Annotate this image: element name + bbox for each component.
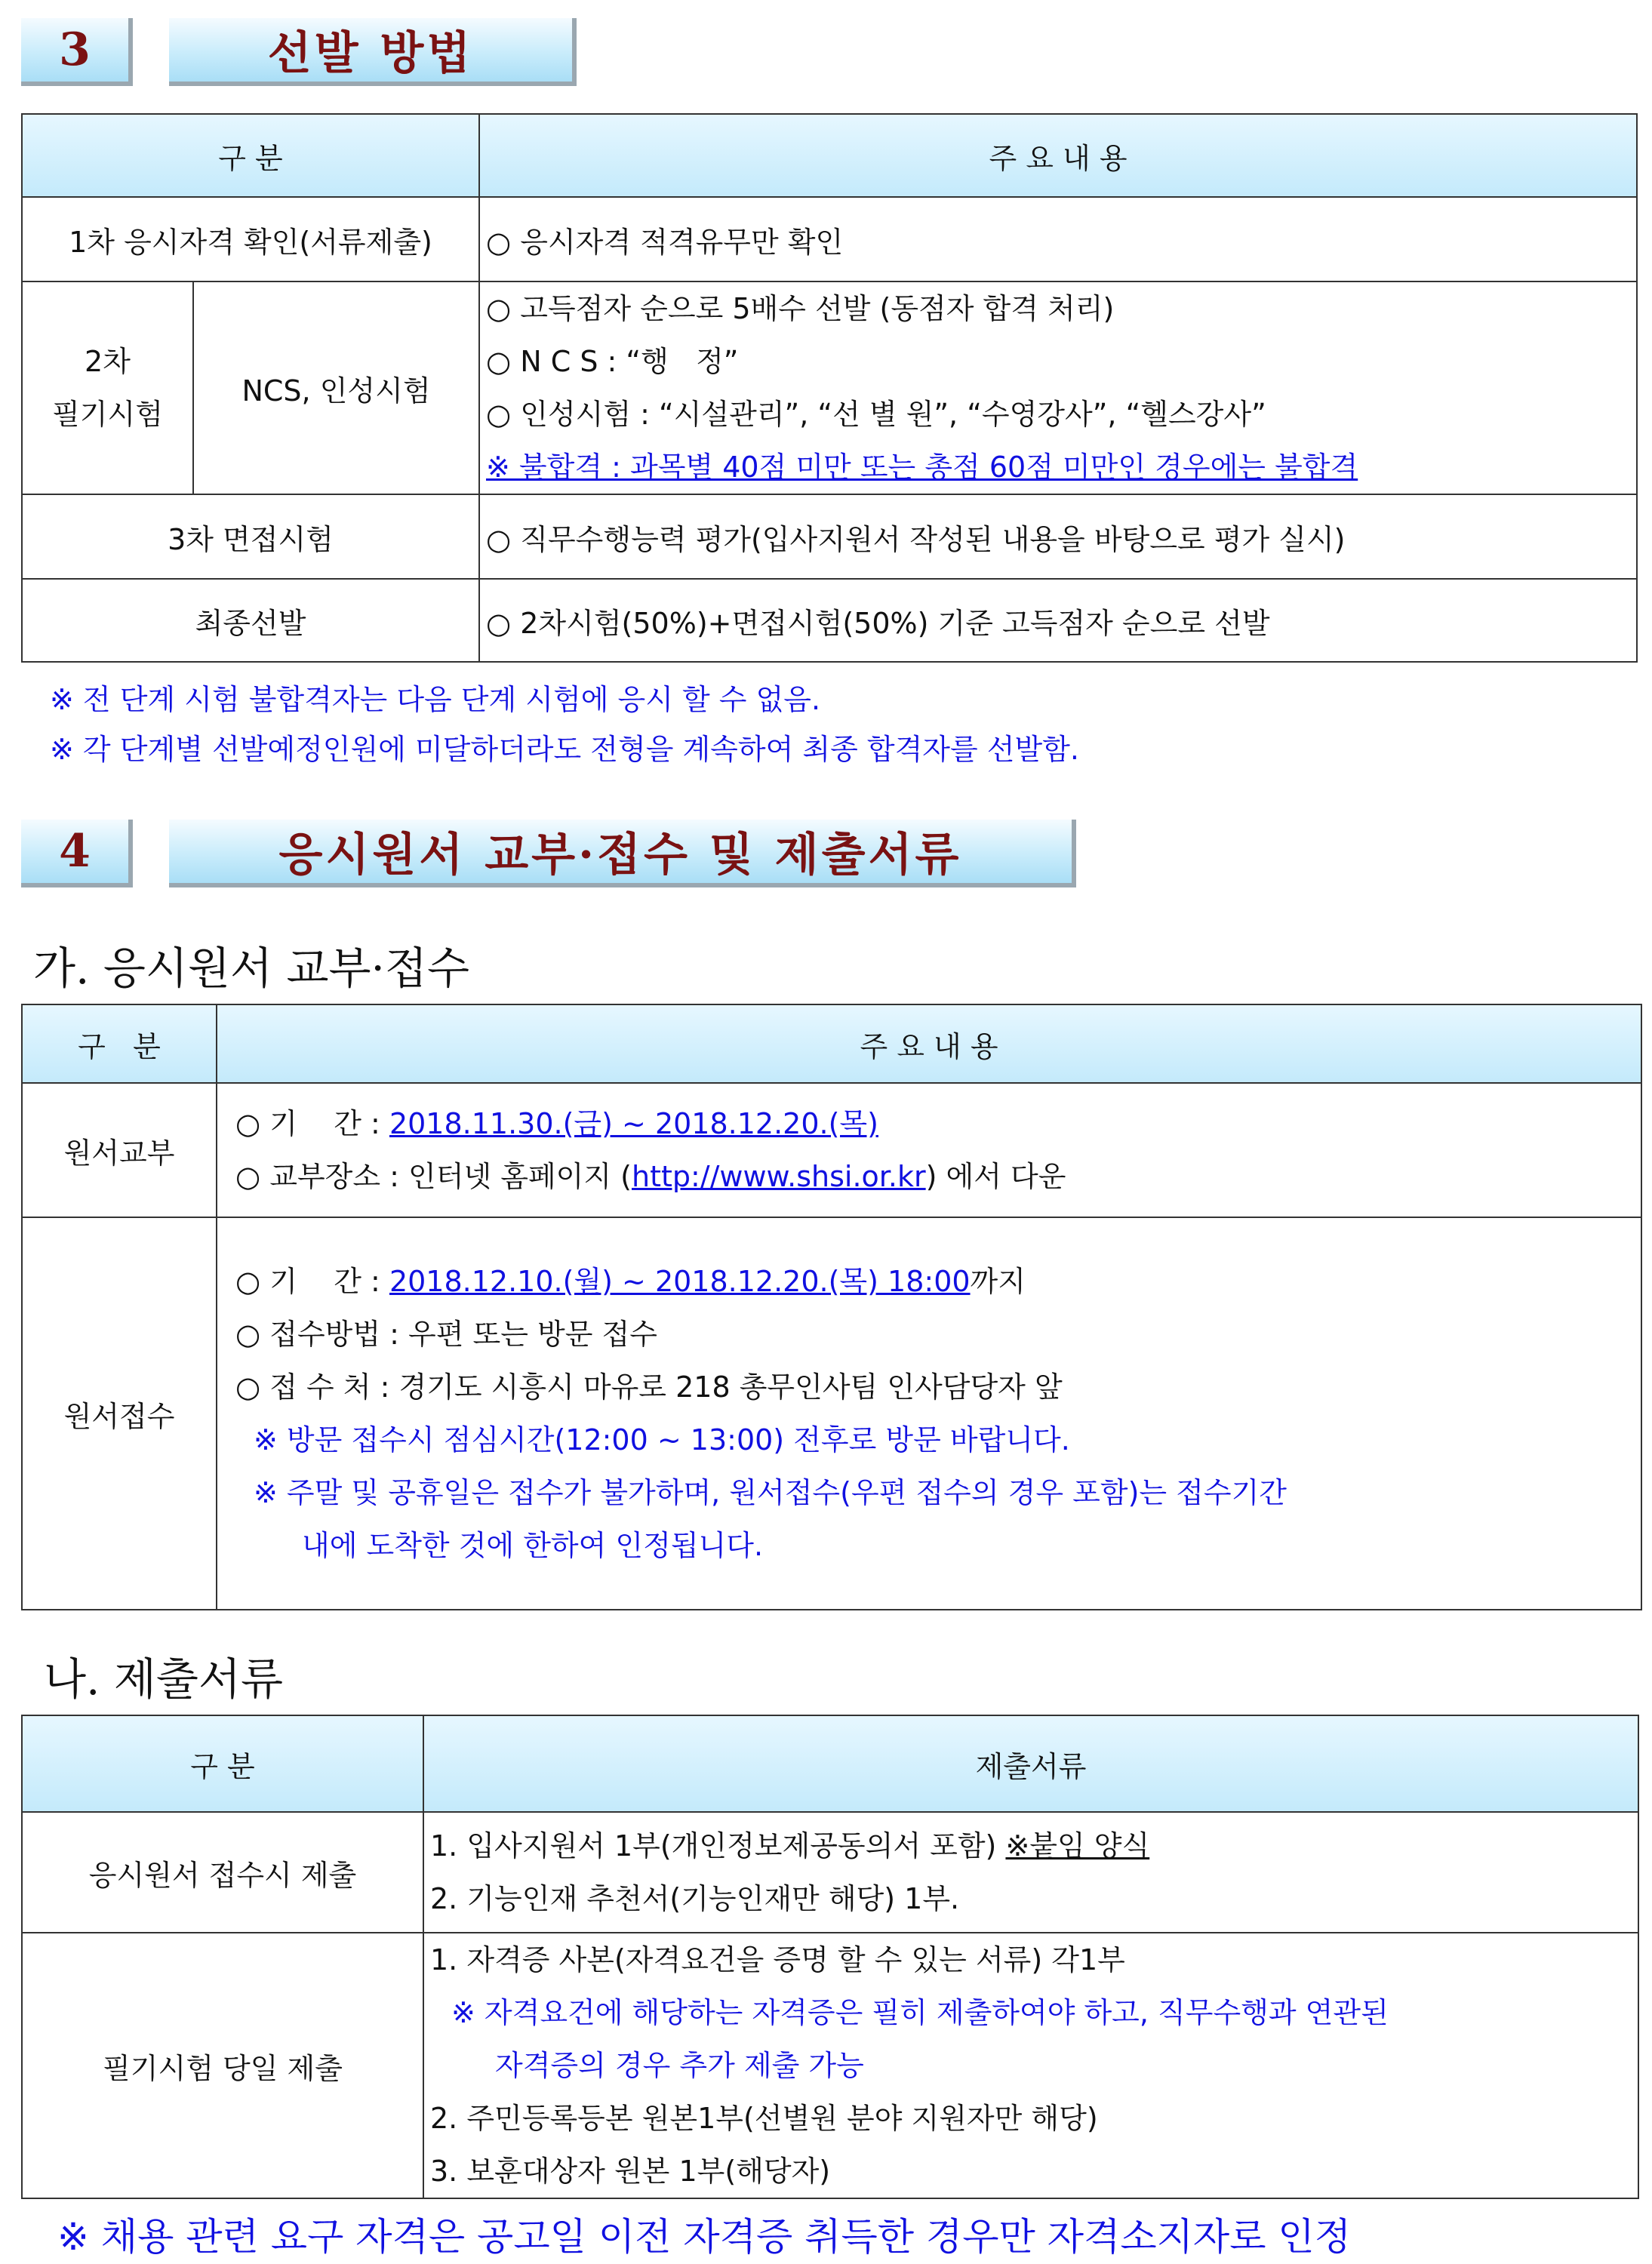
na-row-exam-day-content <box>423 1933 1638 2198</box>
na-row-application-label: 응시원서 접수시 제출 <box>22 1812 423 1933</box>
second-stage-label-line2: 필기시험 <box>52 398 163 431</box>
section-3-note-2: ※ 각 단계별 선발예정인원에 미달하더라도 전형을 계속하여 최종 합격자를 선발함. <box>50 733 1079 766</box>
ga-row-receipt-content <box>217 1217 1641 1610</box>
row-first-stage-content: ○ 응시자격 적격유무만 확인 <box>479 197 1637 281</box>
receipt-note-holiday-cont: 내에 도착한 것에 한하여 인정됩니다. <box>302 1529 764 1562</box>
second-stage-fail-note: ※ 불합격 : 과목별 40점 미만 또는 총점 60점 미만인 경우에는 불합격 <box>486 451 1358 484</box>
documents-table <box>21 1715 1639 2199</box>
distribution-place-label: ○ 교부장소 : 인터넷 홈페이지 ( <box>235 1160 632 1193</box>
row-third-stage-label: 3차 면접시험 <box>22 494 479 579</box>
header-category: 구 분 <box>22 114 479 197</box>
na-row-exam-day-label: 필기시험 당일 제출 <box>22 1933 423 2198</box>
second-stage-line2: ○ N C S : “행 정” <box>486 345 739 378</box>
distribution-period-label: ○ 기 간 : <box>235 1107 389 1140</box>
header-content: 주 요 내 용 <box>479 114 1637 197</box>
doc-certificate-note-cont: 자격증의 경우 추가 제출 가능 <box>495 2049 864 2082</box>
receipt-place: ○ 접 수 처 : 경기도 시흥시 마유로 218 총무인사팀 인사담당자 앞 <box>235 1370 1063 1404</box>
receipt-note-holiday: ※ 주말 및 공휴일은 접수가 불가하며, 원서접수(우편 접수의 경우 포함)는 접수기간 <box>254 1476 1287 1509</box>
na-header-category: 구 분 <box>22 1715 423 1812</box>
distribution-place <box>235 1150 1635 1203</box>
bottom-note: ※ 채용 관련 요구 자격은 공고일 이전 자격증 취득한 경우만 자격소지자로 인정 <box>57 2215 1352 2259</box>
second-stage-line1: ○ 고득점자 순으로 5배수 선발 (동점자 합격 처리) <box>486 292 1115 325</box>
doc-veteran: 3. 보훈대상자 원본 1부(해당자) <box>430 2155 831 2188</box>
homepage-link[interactable]: http://www.shsi.or.kr <box>631 1160 926 1193</box>
section-4-title: 응시원서 교부·접수 및 제출서류 <box>169 820 1076 887</box>
application-table <box>21 1004 1642 1610</box>
section-3-note-1: ※ 전 단계 시험 불합격자는 다음 단계 시험에 응시 할 수 없음. <box>50 683 821 716</box>
doc-resident-registration: 2. 주민등록등본 원본1부(선별원 분야 지원자만 해당) <box>430 2102 1098 2135</box>
distribution-place-suffix: ) 에서 다운 <box>925 1160 1066 1193</box>
doc-recommendation: 2. 기능인재 추천서(기능인재만 해당) 1부. <box>430 1882 960 1915</box>
distribution-period-dates[interactable]: 2018.11.30.(금) ~ 2018.12.20.(목) <box>389 1107 878 1140</box>
doc-application-form <box>430 1820 1632 1872</box>
second-stage-line3: ○ 인성시험 : “시설관리”, “선 별 원”, “수영강사”, “헬스강사” <box>486 398 1266 431</box>
doc-application-form-text: 1. 입사지원서 1부(개인정보제공동의서 포함) <box>430 1829 1006 1863</box>
selection-method-table <box>21 113 1638 663</box>
section-4-header <box>21 820 1063 889</box>
doc-certificate-note: ※ 자격요건에 해당하는 자격증은 필히 제출하여야 하고, 직무수행과 연관된 <box>451 1996 1389 2029</box>
na-row-application-content <box>423 1812 1638 1933</box>
ga-row-distribution-content <box>217 1083 1641 1217</box>
receipt-note-lunch: ※ 방문 접수시 점심시간(12:00 ~ 13:00) 전후로 방문 바랍니다. <box>254 1423 1070 1457</box>
section-3-title: 선발 방법 <box>169 18 577 86</box>
na-header-content: 제출서류 <box>423 1715 1638 1812</box>
second-stage-label-line1: 2차 <box>85 345 131 378</box>
row-final-label: 최종선발 <box>22 579 479 662</box>
row-third-stage-content: ○ 직무수행능력 평가(입사지원서 작성된 내용을 바탕으로 평가 실시) <box>479 494 1637 579</box>
section-3-header <box>21 18 565 88</box>
ga-row-distribution-label: 원서교부 <box>22 1083 217 1217</box>
receipt-period <box>235 1255 1635 1308</box>
subsection-ga-heading: 가. 응시원서 교부·접수 <box>33 943 469 994</box>
receipt-period-dates[interactable]: 2018.12.10.(월) ~ 2018.12.20.(목) 18:00 <box>389 1265 971 1298</box>
row-second-stage-content <box>479 281 1637 494</box>
subsection-na-heading: 나. 제출서류 <box>44 1653 284 1705</box>
receipt-period-suffix: 까지 <box>970 1265 1026 1298</box>
row-second-stage-label <box>22 281 193 494</box>
section-3-number: 3 <box>21 18 133 86</box>
row-final-content: ○ 2차시험(50%)+면접시험(50%) 기준 고득점자 순으로 선발 <box>479 579 1637 662</box>
receipt-period-label: ○ 기 간 : <box>235 1265 389 1298</box>
attached-form-label: ※붙임 양식 <box>1005 1829 1150 1863</box>
ga-header-content: 주 요 내 용 <box>217 1004 1641 1083</box>
row-second-stage-sub: NCS, 인성시험 <box>193 281 479 494</box>
section-4-number: 4 <box>21 820 133 887</box>
distribution-period <box>235 1097 1635 1150</box>
doc-certificate: 1. 자격증 사본(자격요건을 증명 할 수 있는 서류) 각1부 <box>430 1943 1125 1976</box>
ga-header-category: 구 분 <box>22 1004 217 1083</box>
ga-row-receipt-label: 원서접수 <box>22 1217 217 1610</box>
row-first-stage-label: 1차 응시자격 확인(서류제출) <box>22 197 479 281</box>
receipt-method: ○ 접수방법 : 우편 또는 방문 접수 <box>235 1318 657 1351</box>
